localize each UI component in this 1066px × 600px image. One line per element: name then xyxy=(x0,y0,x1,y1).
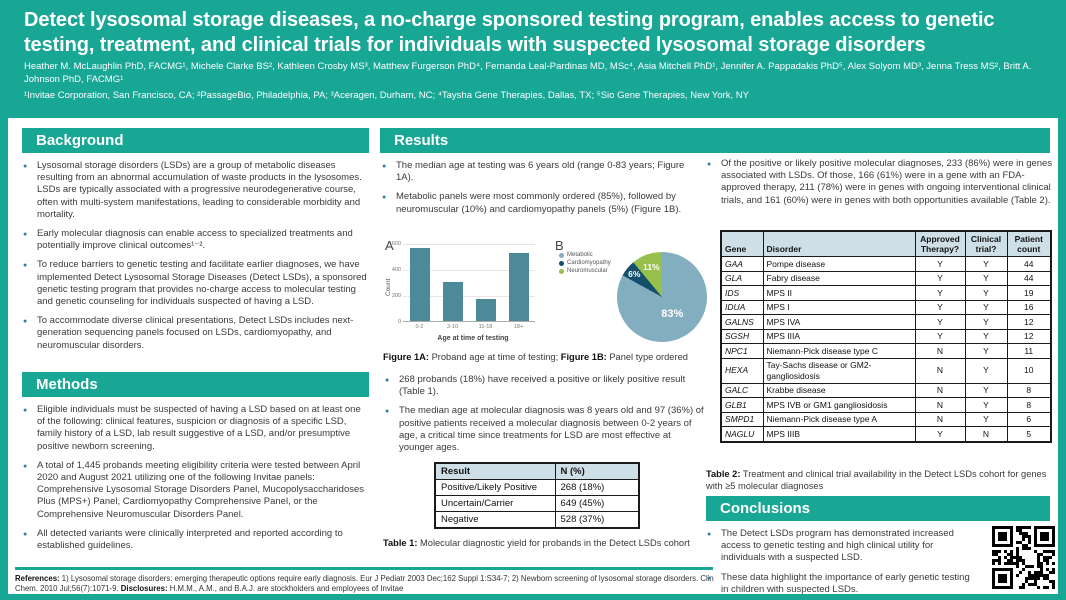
methods-section-header: Methods xyxy=(22,372,369,397)
conclusions-section-header: Conclusions xyxy=(706,496,1050,521)
table-cell: MPS IVA xyxy=(763,315,915,330)
table-header-cell: Approved Therapy? xyxy=(915,231,965,257)
disclosures-body: H.M.M., A.M., and B.A.J. are stockholders and employees of Invitae xyxy=(167,584,404,593)
pie-slice-label: 6% xyxy=(628,269,641,280)
table-cell: 6 xyxy=(1007,412,1051,427)
table-cell: NAGLU xyxy=(721,427,763,442)
table-cell: Y xyxy=(915,329,965,344)
table-cell: Pompe disease xyxy=(763,257,915,272)
table-cell: Y xyxy=(965,412,1007,427)
table-row xyxy=(721,358,1051,383)
table-cell: N xyxy=(915,344,965,359)
table-cell: Niemann-Pick disease type A xyxy=(763,412,915,427)
pie-slice-label: 83% xyxy=(661,308,684,321)
table-cell: 44 xyxy=(1007,271,1051,286)
table-cell: GALC xyxy=(721,383,763,398)
references-text xyxy=(15,574,717,594)
table-cell: Y xyxy=(915,286,965,301)
bar-18+ xyxy=(509,253,529,321)
table-cell: 8 xyxy=(1007,383,1051,398)
table-row xyxy=(721,344,1051,359)
qr-code xyxy=(992,526,1055,589)
table-cell: Y xyxy=(965,257,1007,272)
table-row xyxy=(721,300,1051,315)
references-label: References: xyxy=(15,574,60,583)
table-cell: 11 xyxy=(1007,344,1051,359)
pie-chart-legend xyxy=(559,252,621,276)
table-cell: GLA xyxy=(721,271,763,286)
table-cell: N xyxy=(915,383,965,398)
table-header-cell: Clinical trial? xyxy=(965,231,1007,257)
legend-item xyxy=(559,260,621,266)
bullet-item: ● The median age at testing was 6 years old (range 0-83 years; Figure 1A). xyxy=(381,160,703,184)
table-1-caption-label: Table 1: xyxy=(383,538,418,548)
bullet-item: ● The median age at molecular diagnosis was 8 years old and 97 (36%) of positive patients received a molecular diagnosis between 0-2 years of age, a critical time since treatments for LSD are most effective at younger ages. xyxy=(384,405,704,454)
table-header-cell: Result xyxy=(435,463,555,480)
bullet-item: ● Early molecular diagnosis can enable access to specialized treatments and potentially improve clinical outcomes¹⁻². xyxy=(22,228,369,252)
bar-chart-x-ticks xyxy=(403,324,535,332)
bar-chart-x-axis-label: Age at time of testing xyxy=(437,335,509,342)
table-cell: 528 (37%) xyxy=(555,512,639,529)
bullet-item: ● These data highlight the importance of early genetic testing in children with suspected LSDs. xyxy=(706,572,974,596)
table-cell: N xyxy=(915,358,965,383)
table-row xyxy=(721,329,1051,344)
bullet-item: ● Eligible individuals must be suspected of having a LSD based on at least one of the following: clinical features, suspicion or diagnosis of a specific LSD, family history of a LSD, lab result suggestive of a LSD, and/or presumptive positive newborn screening. xyxy=(22,404,369,453)
table-cell: GLB1 xyxy=(721,398,763,413)
authors-line: Heather M. McLaughlin PhD, FACMG¹, Michele Clarke BS², Kathleen Crosby MS³, Matthew Furgerson PhD⁴, Fernanda Leal-Pardinas MD, MSc⁴, Asia Mitchell PhD¹, Jennifer A. Pappadakis PhD⁵, Alex Solyom MD³, Jenna Tress MS², Britt A. Johnson PhD, FACMG¹ xyxy=(24,61,1032,85)
bar-11-18 xyxy=(476,299,496,321)
pie-chart xyxy=(617,252,707,342)
bullet-item: ● To accommodate diverse clinical presentations, Detect LSDs includes next-generation sequencing panels focused on LSDs, cardiomyopathy, and neuromuscular disorders. xyxy=(22,315,369,352)
table-2-caption-label: Table 2: xyxy=(706,469,741,479)
table-cell: Positive/Likely Positive xyxy=(435,480,555,496)
disclosures-label: Disclosures: xyxy=(120,584,168,593)
legend-dot-icon xyxy=(559,253,564,258)
results-mid-bullet-list xyxy=(384,374,704,461)
table-cell: Krabbe disease xyxy=(763,383,915,398)
bar-chart-plot-area xyxy=(403,244,535,322)
legend-item xyxy=(559,268,621,274)
bar-3-10 xyxy=(443,282,463,321)
table-cell: 12 xyxy=(1007,329,1051,344)
background-section-header: Background xyxy=(22,128,369,153)
table-cell: HEXA xyxy=(721,358,763,383)
table-cell: MPS II xyxy=(763,286,915,301)
bar-chart-y-ticks xyxy=(389,241,401,325)
table-header-cell: N (%) xyxy=(555,463,639,480)
table-cell: 5 xyxy=(1007,427,1051,442)
table-cell: 10 xyxy=(1007,358,1051,383)
results-right-bullet-list xyxy=(706,158,1054,214)
table-1 xyxy=(434,462,640,529)
bullet-item: ● 268 probands (18%) have received a positive or likely positive result (Table 1). xyxy=(384,374,704,398)
legend-label: Cardiomyopathy xyxy=(567,260,611,266)
table-2-caption xyxy=(706,469,1054,492)
table-row xyxy=(721,271,1051,286)
table-cell: IDS xyxy=(721,286,763,301)
figure-1a-caption-text: Proband age at time of testing; xyxy=(428,352,561,362)
gridline xyxy=(403,244,535,245)
table-cell: 19 xyxy=(1007,286,1051,301)
results-section-header: Results xyxy=(380,128,1050,153)
results-top-bullet-list xyxy=(381,160,703,223)
conclusions-bullet-list xyxy=(706,528,974,600)
table-cell: 268 (18%) xyxy=(555,480,639,496)
table-cell: Y xyxy=(965,329,1007,344)
table-2 xyxy=(720,230,1052,443)
x-tick-label: 18+ xyxy=(513,324,524,330)
figure-1b-caption-label: Figure 1B: xyxy=(560,352,607,362)
table-cell: Y xyxy=(915,315,965,330)
table-1-caption-text: Molecular diagnostic yield for probands in the Detect LSDs cohort xyxy=(417,538,690,548)
table-row xyxy=(721,383,1051,398)
table-cell: MPS IVB or GM1 gangliosidosis xyxy=(763,398,915,413)
bullet-item: ● The Detect LSDs program has demonstrated increased access to genetic testing and high clinical utility for individuals with a suspected LSD. xyxy=(706,528,974,565)
bullet-item: ● A total of 1,445 probands meeting eligibility criteria were tested between April 2020 and August 2021 utilizing one of the following Invitae panels: Comprehensive Lysosomal Storage Disorders Panel, Mucopolysaccharidoses Plus (MPS+) Panel, Cardiomyopathy Comprehensive Panel, or the Comprehensive Neuromuscular Disorders Panel. xyxy=(22,460,369,521)
table-row xyxy=(721,412,1051,427)
table-cell: MPS IIIB xyxy=(763,427,915,442)
legend-dot-icon xyxy=(559,261,564,266)
background-bullet-list xyxy=(22,160,369,359)
table-cell: Y xyxy=(965,358,1007,383)
table-cell: Niemann-Pick disease type C xyxy=(763,344,915,359)
legend-label: Neuromuscular xyxy=(567,268,608,274)
pie-slice-label: 11% xyxy=(643,262,660,273)
table-header-cell: Disorder xyxy=(763,231,915,257)
table-cell: Y xyxy=(915,257,965,272)
x-tick-label: 3-10 xyxy=(446,324,459,330)
figure-1a-caption-label: Figure 1A: xyxy=(383,352,429,362)
table-cell: Y xyxy=(915,427,965,442)
y-tick-label: 200 xyxy=(391,293,401,299)
figure-1b-panel-label: B xyxy=(555,238,564,253)
table-row xyxy=(435,496,639,512)
table-cell: Y xyxy=(965,300,1007,315)
table-cell: N xyxy=(965,427,1007,442)
references-body: 1) Lysosomal storage disorders: emerging therapeutic options require early diagnosis. Eur J Pediatr 2003 Dec;162 Suppl 1:S34-7; 2) Newborn screening of lysosomal storage disorders. Clin Chem. 2010 Jul;56(7):1071-9. xyxy=(15,574,714,593)
table-row xyxy=(435,480,639,496)
table-row xyxy=(721,398,1051,413)
table-cell: GALNS xyxy=(721,315,763,330)
table-cell: SMPD1 xyxy=(721,412,763,427)
x-tick-label: 0-2 xyxy=(415,324,424,330)
table-cell: GAA xyxy=(721,257,763,272)
bar-chart-y-axis-label: Count xyxy=(385,278,392,296)
figure-1 xyxy=(383,238,699,350)
table-header-cell: Patient count xyxy=(1007,231,1051,257)
table-cell: 649 (45%) xyxy=(555,496,639,512)
bullet-item: ● Of the positive or likely positive molecular diagnoses, 233 (86%) were in genes associated with LSDs. Of those, 166 (61%) were in a gene with an FDA-approved therapy, 211 (78%) were in genes with ongoing interventional clinical trials, and 161 (60%) were in genes with both opportunities available (Table 2). xyxy=(706,158,1054,207)
table-cell: N xyxy=(915,398,965,413)
table-cell: N xyxy=(915,412,965,427)
legend-dot-icon xyxy=(559,269,564,274)
footer-divider xyxy=(15,567,713,570)
table-cell: Y xyxy=(965,398,1007,413)
x-tick-label: 11-18 xyxy=(478,324,493,330)
table-1-caption xyxy=(383,538,703,550)
bullet-item: ● All detected variants were clinically interpreted and reported according to established guidelines. xyxy=(22,528,369,552)
bullet-item: ● Lysosomal storage disorders (LSDs) are a group of metabolic diseases resulting from an abnormal accumulation of waste products in the lysosomes. LSDs are typically associated with a progressive neurodegenerative course, often with multi-system manifestations, leading to considerable morbidity and mortality. xyxy=(22,160,369,221)
figure-1-caption xyxy=(383,352,703,364)
table-cell: Y xyxy=(965,383,1007,398)
table-cell: SGSH xyxy=(721,329,763,344)
table-cell: Y xyxy=(965,344,1007,359)
legend-label: Metabolic xyxy=(567,252,593,258)
table-cell: Tay-Sachs disease or GM2-gangliosidosis xyxy=(763,358,915,383)
table-cell: MPS IIIA xyxy=(763,329,915,344)
figure-1b-caption-text: Panel type ordered xyxy=(606,352,688,362)
table-cell: Y xyxy=(965,315,1007,330)
y-tick-label: 600 xyxy=(391,241,401,247)
table-cell: Y xyxy=(915,300,965,315)
y-tick-label: 400 xyxy=(391,267,401,273)
bullet-item: ● To reduce barriers to genetic testing and facilitate earlier diagnoses, we have implemented Detect Lysosomal Storage Diseases (Detect LSDs), a sponsored genetic testing program that provides no-charge access to molecular testing and genetic counseling for individuals suspected of having a LSD. xyxy=(22,259,369,308)
table-cell: Y xyxy=(965,271,1007,286)
table-cell: Negative xyxy=(435,512,555,529)
y-tick-label: 0 xyxy=(397,319,401,325)
table-cell: NPC1 xyxy=(721,344,763,359)
table-cell: 44 xyxy=(1007,257,1051,272)
table-cell: 8 xyxy=(1007,398,1051,413)
table-cell: MPS I xyxy=(763,300,915,315)
table-cell: IDUA xyxy=(721,300,763,315)
page-title: Detect lysosomal storage diseases, a no-charge sponsored testing program, enables access to genetic testing, treatment, and clinical trials for individuals with suspected lysosomal storage disorders xyxy=(24,9,995,56)
table-2-caption-text: Treatment and clinical trial availability in the Detect LSDs cohort for genes with ≥5 molecular diagnoses xyxy=(706,469,1047,491)
table-row xyxy=(721,315,1051,330)
table-row xyxy=(721,257,1051,272)
table-cell: 12 xyxy=(1007,315,1051,330)
table-header-cell: Gene xyxy=(721,231,763,257)
bar-0-2 xyxy=(410,248,430,321)
table-cell: Fabry disease xyxy=(763,271,915,286)
table-row xyxy=(435,512,639,529)
affiliations-line: ¹Invitae Corporation, San Francisco, CA; ²PassageBio, Philadelphia, PA; ³Aceragen, Durham, NC; ⁴Taysha Gene Therapies, Dallas, TX; ⁵Sio Gene Therapies, New York, NY xyxy=(24,90,749,101)
table-cell: Y xyxy=(915,271,965,286)
table-cell: 16 xyxy=(1007,300,1051,315)
methods-bullet-list xyxy=(22,404,369,559)
legend-item xyxy=(559,252,621,258)
table-cell: Y xyxy=(965,286,1007,301)
table-row xyxy=(721,427,1051,442)
figure-1a-panel-label: A xyxy=(385,238,394,253)
table-cell: Uncertain/Carrier xyxy=(435,496,555,512)
bullet-item: ● Metabolic panels were most commonly ordered (85%), followed by neuromuscular (10%) and cardiomyopathy panels (5%) (Figure 1B). xyxy=(381,191,703,215)
table-row xyxy=(721,286,1051,301)
